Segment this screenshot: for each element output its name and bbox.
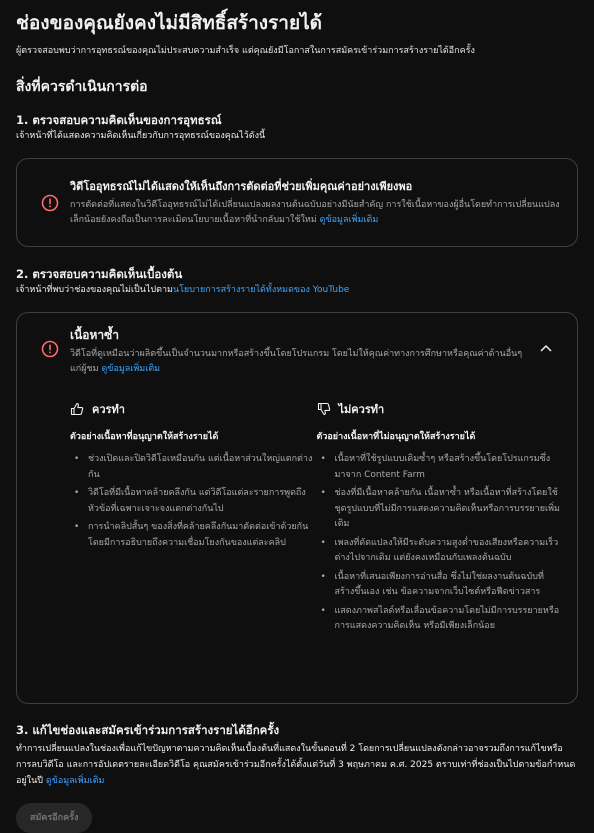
dont-subtitle: ตัวอย่างเนื้อหาที่ไม่อนุญาตให้สร้างรายได้ [316, 432, 476, 442]
appeal-feedback-card [16, 158, 578, 247]
reused-content-card [16, 312, 578, 704]
list-item: • เนื้อหาที่เสนอเพียงการอ่านสื่อ ซึ่งไม่ใช่ผลงานต้นฉบับที่สร้างขึ้นเอง เช่น ข้อความจากเว็บไซต์หรือฟีดข่าวสาร [335, 570, 562, 601]
dont-list [317, 452, 562, 635]
do-list [70, 452, 315, 551]
chevron-up-icon[interactable] [539, 343, 553, 353]
do-label: ควรทำ [92, 402, 125, 416]
step-1-title: 1. ตรวจสอบความคิดเห็นของการอุทธรณ์ [16, 113, 222, 127]
list-item: • เพลงที่ดัดแปลงให้มีระดับความสูงต่ำของเสียงหรือความเร็วต่างไปจากเดิม แต่ยังคงเหมือนกับเพลงต้นฉบับ [335, 536, 562, 567]
step-1 [16, 113, 578, 247]
step-2-subtitle-text: เจ้าหน้าที่พบว่าช่องของคุณไม่เป็นไปตาม [16, 285, 173, 295]
dont-column [317, 401, 562, 638]
page-title: ช่องของคุณยังคงไม่มีสิทธิ์สร้างรายได้ [16, 12, 322, 34]
do-column [70, 401, 315, 638]
next-steps-title: สิ่งที่ควรดำเนินการต่อ [16, 79, 148, 95]
step-3-title: 3. แก้ไขช่องและสมัครเข้าร่วมการสร้างรายได้อีกครั้ง [16, 723, 280, 737]
learn-more-link[interactable]: ดูข้อมูลเพิ่มเติม [101, 364, 161, 374]
reused-content-body: วิดีโอที่ดูเหมือนว่าผลิตขึ้นเป็นจำนวนมากหรือสร้างขึ้นโดยโปรแกรม โดยไม่ให้คุณค่าทางการศึกษาหรือคุณค่าด้านอื่นๆ แก่ผู้ชม [70, 349, 523, 374]
step-2 [16, 267, 578, 704]
step-3-subtitle-text: ทำการเปลี่ยนแปลงในช่องเพื่อแก้ไขปัญหาตามความคิดเห็นเบื้องต้นที่แสดงในขั้นตอนที่ 2 โดยการเปลี่ยนแปลงดังกล่าวอาจรวมถึงการแก้ไขหรือการลบวิดีโอ และการอัปเดตรายละเอียดวิดีโอ คุณสมัครเข้าร่วมอีกครั้งได้ตั้งแต่วันที่ 3 พฤษภาคม ค.ศ. 2025 ตราบเท่าที่ช่องเป็นไปตามข้อกำหนดอยู่ในปี [16, 744, 576, 786]
list-item: • แสดงภาพสไลด์หรือเลื่อนข้อความโดยไม่มีการบรรยายหรือการแสดงความคิดเห็น หรือมีเพียงเล็กน้อย [335, 604, 562, 635]
thumbs-down-icon [317, 402, 331, 416]
do-subtitle: ตัวอย่างเนื้อหาที่อนุญาตให้สร้างรายได้ [70, 432, 219, 442]
step-3 [16, 723, 578, 833]
dont-header [317, 401, 562, 417]
dont-label: ไม่ควรทำ [338, 402, 385, 416]
do-header [70, 401, 315, 417]
appeal-feedback-body: การตัดต่อที่แสดงในวิดีโออุทธรณ์ไม่ได้เปลี่ยนแปลงผลงานต้นฉบับอย่างมีนัยสำคัญ การใช้เนื้อหาของผู้อื่นโดยทำการเปลี่ยนแปลงเล็กน้อยยังคงถือเป็นการละเมิดนโยบายเนื้อหาที่นำกลับมาใช้ใหม่ [70, 200, 560, 225]
do-dont-columns [70, 401, 561, 638]
appeal-feedback-text [70, 198, 561, 228]
thumbs-up-icon [70, 402, 84, 416]
list-item: • ช่วงเปิดและปิดวิดีโอเหมือนกัน แต่เนื้อหาส่วนใหญ่แตกต่างกัน [88, 452, 315, 483]
monetization-policy-link[interactable]: นโยบายการสร้างรายได้ทั้งหมดของ YouTube [172, 285, 350, 295]
reused-content-heading: เนื้อหาซ้ำ [70, 328, 120, 342]
step-2-title: 2. ตรวจสอบความคิดเห็นเบื้องต้น [16, 267, 183, 281]
reapply-button[interactable]: สมัครอีกครั้ง [16, 803, 92, 833]
warning-icon [41, 194, 59, 212]
learn-more-link[interactable]: ดูข้อมูลเพิ่มเติม [319, 215, 379, 225]
list-item: • ช่องที่มีเนื้อหาคล้ายกัน เนื้อหาซ้ำ หรือเนื้อหาที่สร้างโดยใช้ชุดรูปแบบที่ไม่มีการแสดงความคิดเห็นหรือการบรรยายเพิ่มเติม [335, 486, 562, 533]
reused-content-text [70, 347, 535, 377]
list-item: • วิดีโอที่มีเนื้อหาคล้ายคลึงกัน แต่วิดีโอแต่ละรายการพูดถึงหัวข้อที่เฉพาะเจาะจงแตกต่างกันไป [88, 486, 315, 517]
step-1-subtitle: เจ้าหน้าที่ได้แสดงความคิดเห็นเกี่ยวกับการอุทธรณ์ของคุณไว้ดังนี้ [16, 131, 266, 141]
list-item: • การนำคลิปสั้นๆ ของสิ่งที่คล้ายคลึงกันมาตัดต่อเข้าด้วยกัน โดยมีการอธิบายถึงความเชื่อมโยงกันของแต่ละคลิป [88, 520, 315, 551]
learn-more-link[interactable]: ดูข้อมูลเพิ่มเติม [45, 776, 105, 786]
list-item: • เนื้อหาที่ใช้รูปแบบเดิมซ้ำๆ หรือสร้างขึ้นโดยโปรแกรมซึ่งมาจาก Content Farm [335, 452, 562, 483]
page-subtitle: ผู้ตรวจสอบพบว่าการอุทธรณ์ของคุณไม่ประสบความสำเร็จ แต่คุณยังมีโอกาสในการสมัครเข้าร่วมการสร้างรายได้อีกครั้ง [16, 46, 475, 56]
appeal-feedback-heading: วิดีโออุทธรณ์ไม่ได้แสดงให้เห็นถึงการตัดต่อที่ช่วยเพิ่มคุณค่าอย่างเพียงพอ [70, 180, 413, 193]
warning-icon [41, 340, 59, 358]
step-2-subtitle [16, 284, 578, 297]
step-3-subtitle [16, 741, 578, 789]
